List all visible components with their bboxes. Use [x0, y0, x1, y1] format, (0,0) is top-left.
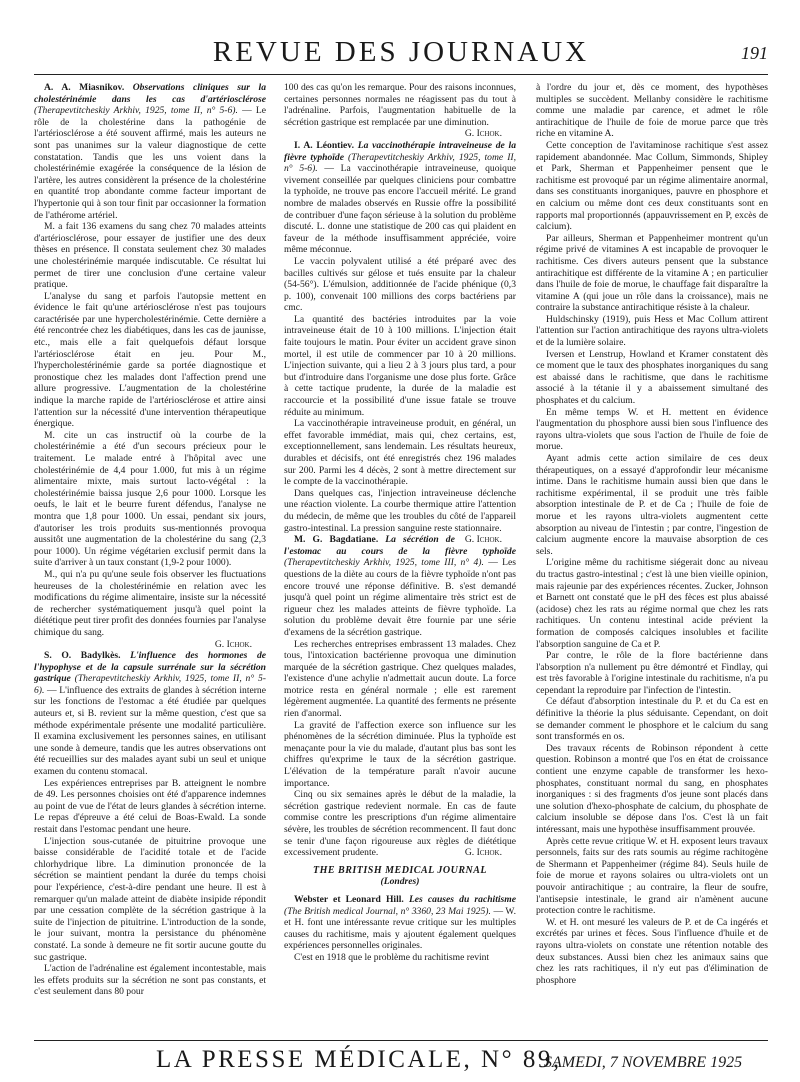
article-source: (The British medical Journal, n° 3360, 23 Mai 1925).: [284, 905, 494, 917]
paragraph-text: Par ailleurs, Sherman et Pappenheimer montrent qu'un régime privé de vitamines A est incapable de provoquer le rachitisme. Ces divers auteurs pensent que la substance antirachitique est différente de la vitamine A ; en particulier dans l'huile de foie de morue, le chauffage fait disparaître la vitamine A (qui joue un rôle dans la croissance), mais ne contraire la substance antirachitique résiste à la chaleur.: [536, 232, 768, 314]
article-source: (Therapevtitcheskiy Arkhiv, 1925, tome III, n° 4).: [284, 557, 489, 569]
paragraph-text: La quantité des bactéries introduites par la voie intraveineuse était de 10 à 100 millions. L'injection était faite toujours le matin. Pour éviter un accident grave sinon mortel, il est utile de commencer par 10 à 20 millions. L'injection suivante, qui a lieu 2 à 3 jours plus tard, a pour but d'introduire dans l'organisme une dose plus forte. Grâce à cette tactique prudente, la durée de la maladie est raccourcie et la possibilité d'une issue fatale se trouve réduite au minimum.: [284, 313, 516, 418]
article-title: La sécrétion de l'estomac au cours de la fièvre typhoïde: [284, 534, 516, 557]
paragraph-text: M. cite un cas instructif où la courbe de la cholestérinémie a été d'un secours précieux pour le traitement. Le malade entré à l'hôpital avec une cholestérinémie de 4,4 pour 1.000, fut mis à un régime alimentaire mixte, mais surtout lacto-végétal : la cholestérinémie baissa jusque 2,6 pour 1000. Lorsque les oeufs, le lait et le beurre furent défendus, l'analyse ne montra que 1,8 pour 1000. Un essai, pendant six jours, d'autoriser les trois produits sus-mentionnés provoqua aussitôt une augmentation de la cholestérine du sang (2,3 pour 1000). Un régime végétarien exclusif permit dans la suite d'arriver à un taux constant (1,9-2 pour 1000).: [34, 429, 266, 569]
article-paragraph: [34, 569, 266, 639]
paragraph-text: Les expériences entreprises par B. atteignent le nombre de 49. Les personnes choisies ont été d'apparence indemnes au point de vue de l'état de leurs glandes à sécrétion interne. Le repas d'épreuve a été celui de Boas-Ewald. La sonde restait dans l'estomac pendant une heure.: [34, 777, 266, 835]
paragraph-text: Cette conception de l'avitaminose rachitique s'est assez rapidement abandonnée. Mac Collum, Simmonds, Shipley et Park, Sherman et Pappenheimer pensent que le rachitisme est provoqué par un régime alimentaire anormal, dans ses constituants inorganiques, pauvre en phosphore et en calcium ou même dont ces deux constituants sont en rapports mal proportionnés (appauvrissement en P, excès de calcium).: [536, 139, 768, 233]
article-paragraph: [536, 743, 768, 836]
paragraph-text: — L'influence des extraits de glandes à sécrétion interne sur les fonctions de l'estomac a été étudiée par quelques auteurs et, si B. revient sur la même question, c'est que sa méthode expérimentale présente une modalité particulière. Il examina exclusivement les personnes saines, en utilisant une sonde à demeure, tandis que les autres observations ont été recueillies sur des malades ayant subi un seul et unique examen du contenu stomacal.: [34, 684, 266, 778]
article-signature: G. Ichok.: [464, 847, 502, 859]
paragraph-text: M. a fait 136 examens du sang chez 70 malades atteints d'artériosclérose, pour essayer de justifier une des deux thèses en présence. Il constata seulement chez 30 malades une cholestérinémie marquée indiscutable. Ce résultat lui permet de tirer une conclusion d'une certaine valeur pratique.: [34, 221, 266, 291]
article-signature: G. Ichok.: [464, 128, 502, 140]
article-paragraph: [284, 720, 516, 790]
paragraph-text: Après cette revue critique W. et H. exposent leurs travaux personnels, faits sur des rats soumis au régime rachitogène de Shermann et Pappenheimer (régime 84). Seuls huile de foie de morue et rayons solaires ou ultra-violets ont un pouvoir antirachitique ; au contraire, la fleur de soufre, l'antisepsie intestinale, le grand air n'amènent aucune protection contre le rachitisme.: [536, 835, 768, 917]
article-source: (Therapevtitcheskiy Arkhiv, 1925, tome II, n° 5-6).: [284, 151, 516, 175]
article-source: (Therapevtitcheskiy Arkhiv, 1925, tome II, n° 5-6).: [34, 105, 243, 117]
article-author: Webster et Leonard Hill.: [294, 893, 409, 905]
article-paragraph: [536, 314, 768, 349]
journal-section-heading: THE BRITISH MEDICAL JOURNAL: [313, 864, 487, 876]
page-header: [34, 34, 768, 72]
article-paragraph: [284, 82, 516, 128]
journal-section-location: (Londres): [380, 876, 420, 888]
article-entry: [34, 650, 266, 778]
paragraph-text: Le vaccin polyvalent utilisé a été préparé avec des bacilles cultivés sur gélose et tués ensuite par la chaleur (54-56°). L'émulsion, additionnée de l'acide phénique (0,3 p. 100), convenait 100 millions des corps bactériens par cmc.: [284, 255, 516, 314]
article-paragraph: [536, 407, 768, 453]
article-paragraph: [284, 256, 516, 314]
footer-issue-date: SAMEDI, 7 NOVEMBRE 1925: [544, 1054, 743, 1071]
paragraph-text: M., qui n'a pu qu'une seule fois observer les fluctuations heureuses de la cholestérinémie en relation avec les modifications du régime alimentaire, insiste sur la nécessité de rechercher systématiquement jusqu'à quel point la diététique peut tirer profit des données fournies par l'analyse chimique du sang.: [34, 568, 266, 638]
article-paragraph: [536, 82, 768, 140]
article-paragraph: [34, 221, 266, 291]
paragraph-text: La gravité de l'affection exerce son influence sur les phénomènes de la sécrétion diminuée. Plus la typhoïde est menaçante pour la vie du malade, d'autant plus bas sont les chiffres qu'exprime le taux de la sécrétion gastrique. L'élévation de la température paraît n'avoir aucune importance.: [284, 719, 516, 789]
article-paragraph: [536, 453, 768, 557]
paragraph-text: — Le rôle de la cholestérine dans la pathogénie de l'artériosclérose a été souvent affirmé, mais les auteurs ne sont pas unanimes sur la valeur diagnostique de cette constatation. Tandis que les uns voient dans la cholestérinémie exagérée la conséquence de la lésion de l'artère, les autres considèrent la présence de la cholestérine en quantité trop abondante comme facteur important de l'hypertonie qui à son tour finit par occasionner la formation de l'athérome artériel.: [34, 105, 266, 221]
article-title: La vaccinothérapie intraveineuse de la fièvre typhoïde: [284, 139, 516, 163]
article-paragraph: [536, 696, 768, 742]
header-rule: [34, 74, 768, 75]
paragraph-text: L'injection sous-cutanée de pituitrine provoque une baisse considérable de l'acidité totale et de l'acide chlorhydrique libre. La diminution prononcée de la sécrétion se maintient pendant la durée du temps choisi pour l'expérience, c'est-à-dire pendant une heure. Il est à remarquer qu'un malade atteint de diabète insipide répondit par une cessation complète de la sécrétion gastrique à la suite de l'injection de pituitrine. L'introduction de la sonde, le jour suivant, montra la persistance du phénomène constaté. La sonde à demeure ne fit sortir aucune goutte du suc gastrique.: [34, 835, 266, 963]
article-author: I. A. Léontiev.: [294, 139, 358, 151]
paragraph-text: C'est en 1918 que le problème du rachitisme revint: [294, 951, 490, 963]
article-entry: [34, 82, 266, 221]
journal-section-title: REVUE DES JOURNAUX: [212, 36, 590, 68]
column-right: [536, 82, 768, 1034]
article-paragraph: [536, 917, 768, 987]
article-paragraph: [34, 291, 266, 430]
paragraph-text: — W. et H. font une intéressante revue critique sur les multiples causes du rachitisme, mais y ajoutent également quelques expériences personnelles originales.: [284, 905, 516, 952]
article-paragraph: [536, 349, 768, 407]
paragraph-text: Iversen et Lenstrup, Howland et Kramer constatent dès ce moment que le taux des phosphates inorganiques du sang est abaissé dans le rachitisme, que dans le rachitisme associé à la tétanie il y a abaissement simultané des phosphates et du calcium.: [536, 348, 768, 407]
paragraph-text: Ce défaut d'absorption intestinale du P. et du Ca est en définitive la théorie la plus séduisante. Cependant, on doit se demander comment le phosphore et le calcium du sang sont transformés en os.: [536, 696, 768, 743]
paragraph-text: L'analyse du sang et parfois l'autopsie mettent en évidence le fait qu'une artériosclérose n'est pas toujours caractérisée par une hypercholestérinémie. Cette dernière a été rencontrée chez les diabétiques, dans les cas de jaunisse, etc., mais elle a fait quelquefois défaut lorsque l'artériosclérose était en jeu. Pour M., l'hypercholestérinémie garde sa portée diagnostique et pronostique chez les malades dont l'affection prend une allure progressive. L'augmentation de la cholestérine indique la marche rapide de l'artériosclérose et attire ainsi l'attention sur la nécessité d'une intervention thérapeutique énergique.: [34, 290, 266, 430]
article-title: L'influence des hormones de l'hypophyse et de la capsule surrénale sur la sécrétion gastrique: [34, 650, 266, 685]
article-entry: [284, 140, 516, 256]
paragraph-text: La vaccinothérapie intraveineuse produit, en général, un effet favorable immédiat, mais qui, chez certains, est, exceptionnellement, sans lendemain. Les résultats heureux, durables et décisifs, ont été enregistrés chez 196 malades sur 200. Parmi les 4 décès, 2 sont à mettre directement sur le compte de la vaccinothérapie.: [284, 418, 516, 488]
paragraph-text: à l'ordre du jour et, dès ce moment, des hypothèses multiples se succèdent. Mellanby considère le rachitisme comme une maladie par carence, et admet le rôle antirachitique de l'huile de foie de morue parce que très riche en vitamine A.: [536, 82, 768, 140]
article-paragraph: [536, 233, 768, 314]
article-paragraph: [284, 789, 516, 859]
article-paragraph: [536, 557, 768, 650]
footer-rule: [34, 1040, 768, 1041]
paragraph-text: Dans quelques cas, l'injection intraveineuse déclenche une réaction violente. La courbe thermique attire l'attention du médecin, de même que les troubles du côté de l'appareil gastro-intestinal. La pression sanguine reste stationnaire.: [284, 487, 516, 534]
page-footer: [34, 1046, 768, 1076]
article-paragraph: [284, 418, 516, 488]
article-title: Observations cliniques sur la cholestérinémie dans les cas d'artériosclérose: [34, 82, 266, 105]
paragraph-text: — Les questions de la diète au cours de la fièvre typhoïde n'ont pas encore trouvé une réponse définitive. B. s'est demandé jusqu'à quel point un régime alimentaire très strict est de rigueur chez les malades atteints de fièvre typhoïde. La solution du problème devait être fournie par une série d'examens de la sécrétion gastrique.: [284, 557, 516, 638]
article-entry: [284, 534, 516, 638]
article-signature: G. Ichok.: [464, 534, 502, 546]
article-paragraph: [34, 778, 266, 836]
paragraph-text: 100 des cas qu'on les remarque. Pour des raisons inconnues, certaines personnes normales ne réagissent pas du tout à l'adrénaline. Parfois, l'augmentation habituelle de la sécrétion gastrique est remplacée par une diminution.: [284, 82, 516, 128]
paragraph-text: En même temps W. et H. mettent en évidence l'augmentation du phosphore aussi bien sous l'influence des rayons ultra-violets que sous l'action de l'huile de foie de morue.: [536, 406, 768, 453]
paragraph-text: Cinq ou six semaines après le début de la maladie, la sécrétion gastrique redevient normale. En cas de faute commise contre les prescriptions d'un régime alimentaire sévère, les troubles de sécrétion recommencent. Il faut donc se tenir d'une façon rigoureuse aux règles de diététique excessivement prudente.: [284, 789, 516, 859]
article-paragraph: [34, 963, 266, 998]
article-title: Les causes du rachitisme: [408, 893, 516, 905]
paragraph-text: Huldschinsky (1919), puis Hess et Mac Collum attirent l'attention sur l'action antirachitique des rayons ultra-violets et de la lumière solaire.: [536, 313, 768, 349]
article-paragraph: [536, 140, 768, 233]
article-author: S. O. Badylkès.: [44, 650, 131, 662]
article-paragraph: [34, 836, 266, 964]
footer-journal-name: LA PRESSE MÉDICALE, N° 89,: [156, 1046, 562, 1073]
paragraph-text: Les recherches entreprises embrassent 13 malades. Chez tous, l'intoxication bactérienne provoqua une diminution marquée de la sécrétion gastrique. Chez quelques malades, l'existence d'une achylie n'admettait aucun doute. La force motrice resta en général normale ; elle est rarement légèrement augmentée. La quantité des ferments ne présente rien d'anormal.: [284, 638, 516, 720]
article-signature: G. Ichok.: [214, 638, 252, 650]
article-paragraph: [536, 836, 768, 917]
paragraph-text: Par contre, le rôle de la flore bactérienne dans l'absorption n'a nullement pu être démontré et Findlay, qui est très favorable à l'origine intestinale du rachitisme, n'a pu cependant la reproduire par l'infection de l'intestin.: [536, 650, 768, 696]
paragraph-text: — La vaccinothérapie intraveineuse, quoique vivement conseillée par quelques cliniciens pour combattre la typhoïde, ne trouve pas encore l'accueil mérité. Le grand nombre de malades observés en Russie offre la possibilité de contribuer d'une façon sérieuse à la solution du problème discuté. L. donne une statistique de 200 cas qui plaident en faveur de la méthode insuffisamment appréciée, voire même méconnue.: [284, 163, 516, 256]
paragraph-text: L'action de l'adrénaline est également incontestable, mais les effets produits sur la sécrétion ne sont pas constants, et c'est seulement dans 80 pour: [34, 963, 266, 998]
article-paragraph: [284, 314, 516, 418]
article-paragraph: [284, 952, 516, 964]
paragraph-text: Des travaux récents de Robinson répondent à cette question. Robinson a montré que l'os en état de croissance contient une enzyme capable de transformer les hexo-phosphates, constituant normal du sang, en phosphates inorganiques : si des fragments d'os jeune sont placés dans une solution d'hexo-phosphate de calcium, du phosphate de calcium insoluble se dépose dans l'os. C'est là un fait intéressant, mais une hypothèse insuffisamment prouvée.: [536, 742, 768, 835]
article-entry: [284, 894, 516, 952]
article-author: M. G. Bagdatiane.: [294, 534, 386, 546]
article-paragraph: [284, 639, 516, 720]
paragraph-text: L'origine même du rachitisme siégerait donc au niveau du tractus gastro-intestinal ; c'est là une bien vieille opinion, mais rajeunie par des expériences récentes. Zucker, Johnson et Barnett ont constaté que le pH des fèces est plus abaissé (acidose) chez les rats au régime normal que chez les rats rachitiques. Un contenu intestinal acide prévient la formation de composés calciques insolubles et facilite l'absorption sanguine de Ca et P.: [536, 557, 768, 650]
article-source: (Therapevtitcheskiy Arkhiv, 1925, tome II, n° 5-6).: [34, 673, 266, 696]
paragraph-text: Ayant admis cette action similaire de ces deux thérapeutiques, on a essayé d'approfondir leur mécanisme intime. Dans le rachitisme humain aussi bien que dans le rachitisme expérimental, il se produit une très faible absorption intestinale de P. et de Ca ; l'huile de foie de morue et les rayons ultra-violets augmentent cette absorption au niveau de l'intestin ; par contre, l'ingestion de calcium augmente encore la mauvaise absorption de ces sels.: [536, 453, 768, 557]
column-middle: [284, 82, 516, 1034]
article-paragraph: [536, 650, 768, 696]
column-left: [34, 82, 266, 1034]
paragraph-text: W. et H. ont mesuré les valeurs de P. et de Ca ingérés et excrétés par urines et fèces. Sous l'influence d'huile et de rayons ultra-violets on constate une rétention notable des deux substances. Aussi bien chez les animaux sains que chez les rats rachitiques, il n'y eut pas d'élimination de phosphore: [536, 916, 768, 986]
page-number: 191: [741, 43, 768, 63]
article-paragraph: [34, 430, 266, 569]
article-author: A. A. Miasnikov.: [44, 82, 133, 93]
